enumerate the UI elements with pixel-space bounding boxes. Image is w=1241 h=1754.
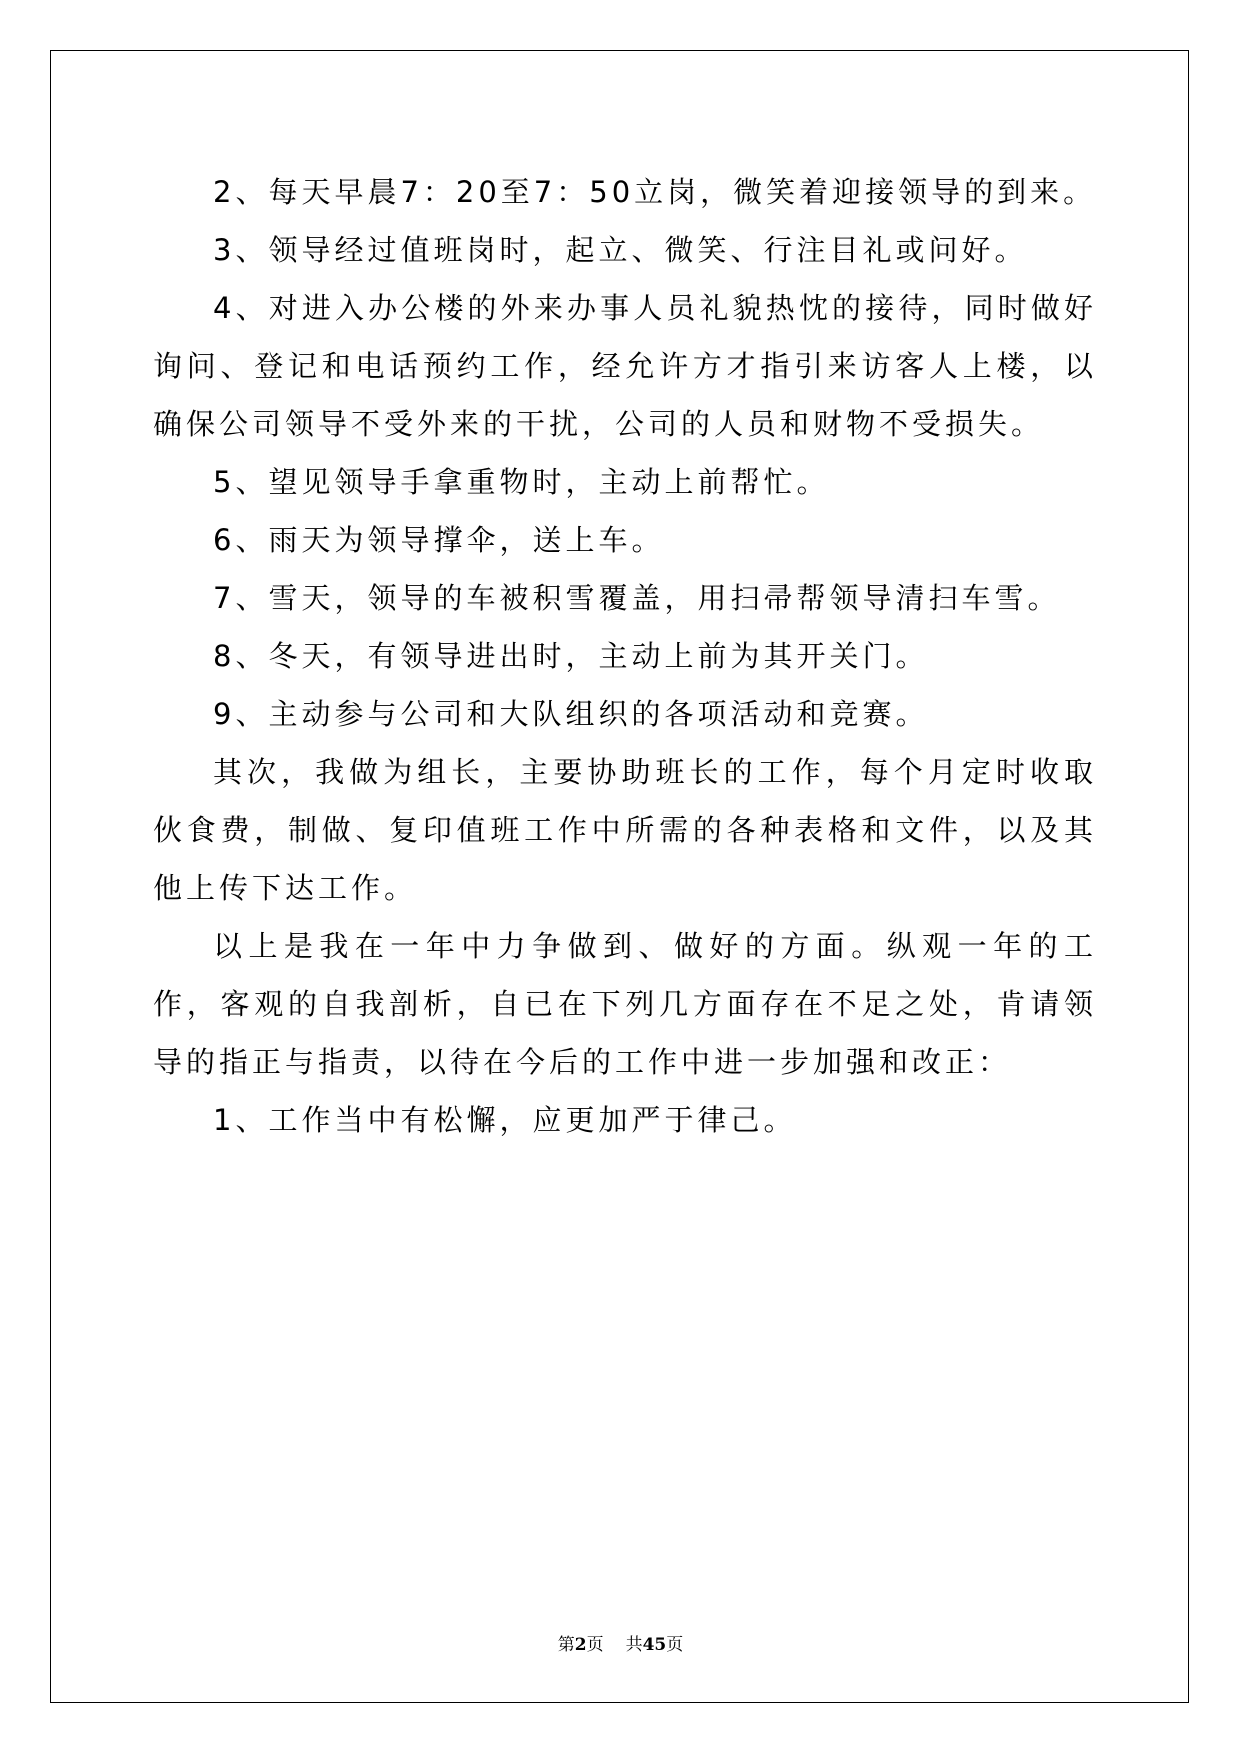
total-prefix: 共: [625, 1635, 643, 1655]
paragraph: 以上是我在一年中力争做到、做好的方面。纵观一年的工作，客观的自我剖析，自已在下列几方面存在不足之处，肯请领导的指正与指责，以待在今后的工作中进一步加强和改正：: [153, 929, 1097, 1079]
paragraph: 7、雪天，领导的车被积雪覆盖，用扫帚帮领导清扫车雪。: [213, 581, 1061, 615]
paragraph: 1、工作当中有松懈，应更加严于律己。: [213, 1103, 797, 1137]
paragraph: 3、领导经过值班岗时，起立、微笑、行注目礼或问好。: [213, 233, 1028, 267]
paragraph: 4、对进入办公楼的外来办事人员礼貌热忱的接待，同时做好询问、登记和电话预约工作，经允许方才指引来访客人上楼，以确保公司领导不受外来的干扰，公司的人员和财物不受损失。: [153, 291, 1097, 441]
paragraph: 8、冬天，有领导进出时，主动上前为其开关门。: [213, 639, 929, 673]
paragraph: 5、望见领导手拿重物时，主动上前帮忙。: [213, 465, 830, 499]
total-pages: 45: [642, 1635, 667, 1655]
total-suffix: 页: [666, 1635, 684, 1655]
page-prefix: 第: [557, 1635, 575, 1655]
paragraph: 6、雨天为领导撑伞，送上车。: [213, 523, 665, 557]
page-suffix: 页: [586, 1635, 604, 1655]
document-body: [153, 163, 1097, 1149]
paragraph: 其次，我做为组长，主要协助班长的工作，每个月定时收取伙食费，制做、复印值班工作中所需的各种表格和文件，以及其他上传下达工作。: [153, 755, 1097, 905]
page-number: 2: [574, 1635, 587, 1655]
page-footer: [0, 1634, 1241, 1656]
paragraph: 2、每天早晨7：20至7：50立岗，微笑着迎接领导的到来。: [213, 175, 1097, 209]
paragraph: 9、主动参与公司和大队组织的各项活动和竞赛。: [213, 697, 929, 731]
